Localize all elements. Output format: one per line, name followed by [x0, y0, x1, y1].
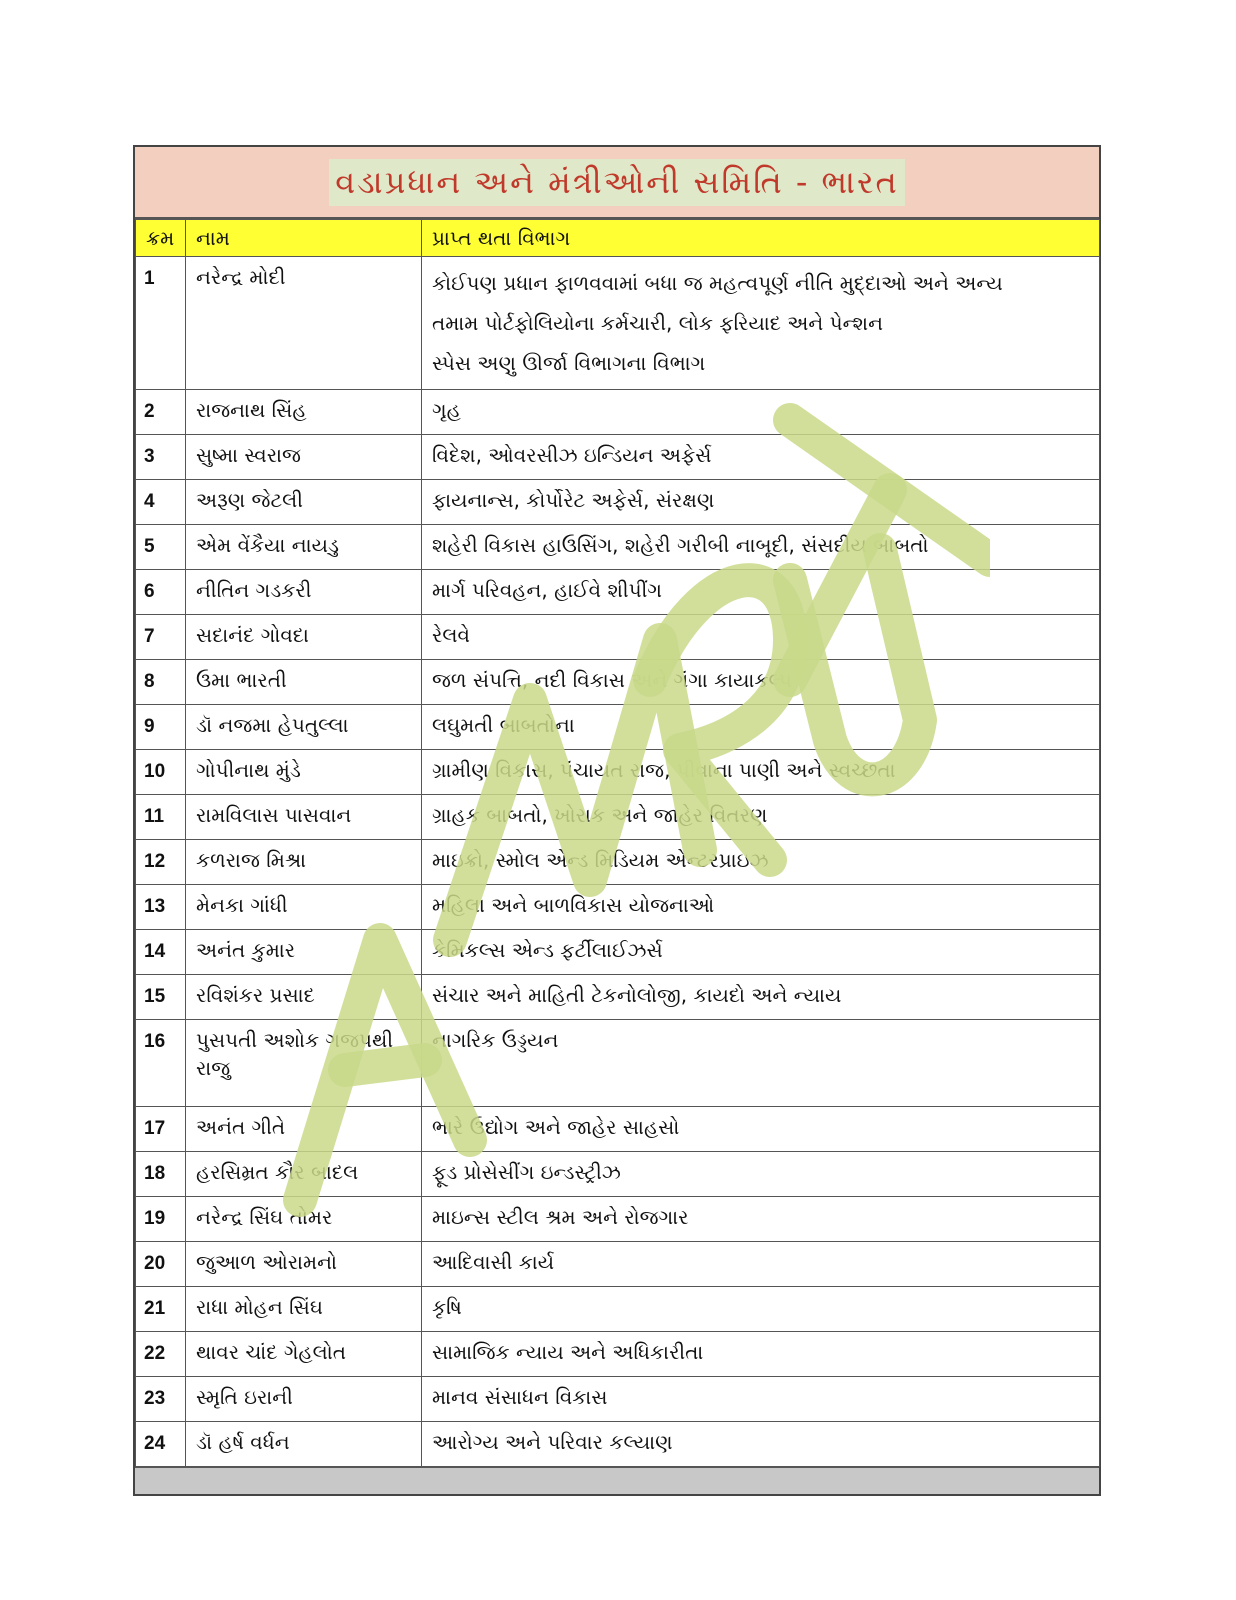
department-text: કૃષિ: [432, 1295, 462, 1319]
minister-name: ગોપીનાથ મુંડે: [186, 750, 422, 795]
minister-name: એમ વેંકૈયા નાયડુ: [186, 525, 422, 570]
department-text: ફૂડ પ્રોસેસીંગ ઇન્ડસ્ટ્રીઝ: [432, 1160, 621, 1184]
table-row: [136, 615, 1100, 660]
department-cell: [422, 570, 1100, 615]
header-name: નામ: [186, 220, 422, 257]
row-number: 19: [136, 1197, 186, 1242]
department-text: કેમિકલ્સ એન્ડ ફર્ટીલાઈઝર્સ: [432, 938, 663, 962]
minister-name: થાવર ચાંદ ગેહલોત: [186, 1332, 422, 1377]
row-number: 17: [136, 1107, 186, 1152]
table-row: [136, 1107, 1100, 1152]
row-number: 15: [136, 975, 186, 1020]
department-cell: [422, 435, 1100, 480]
row-number: 16: [136, 1020, 186, 1107]
department-cell: [422, 525, 1100, 570]
department-text: ગૃહ: [432, 398, 461, 422]
department-text: માઇક્રો, સ્મોલ એન્ડ મિડિયમ એન્ટરપ્રાઇઝ: [432, 848, 769, 872]
department-cell: [422, 1422, 1100, 1467]
department-cell: [422, 1152, 1100, 1197]
row-number: 20: [136, 1242, 186, 1287]
department-text: ભારે ઉદ્યોગ અને જાહેર સાહસો: [432, 1115, 680, 1139]
title-bar: [135, 147, 1099, 219]
department-text: માર્ગ પરિવહન, હાઈવે શીપીંગ: [432, 578, 662, 602]
department-cell: [422, 1332, 1100, 1377]
table-row: [136, 1242, 1100, 1287]
department-cell: [422, 705, 1100, 750]
department-cell: [422, 885, 1100, 930]
table-row: [136, 930, 1100, 975]
row-number: 6: [136, 570, 186, 615]
table-row: [136, 1287, 1100, 1332]
department-cell: [422, 1020, 1100, 1107]
table-row: [136, 257, 1100, 390]
header-dept: પ્રાપ્ત થતા વિભાગ: [422, 220, 1100, 257]
minister-name: રવિશંકર પ્રસાદ: [186, 975, 422, 1020]
department-cell: [422, 1287, 1100, 1332]
department-text: સંચાર અને માહિતી ટેકનોલોજી, કાયદો અને ન્યાય: [432, 983, 842, 1007]
minister-name: હરસિમ્રત કૌર બાદલ: [186, 1152, 422, 1197]
table-row: [136, 390, 1100, 435]
minister-name: અનંત કુમાર: [186, 930, 422, 975]
minister-name: નીતિન ગડકરી: [186, 570, 422, 615]
table-row: [136, 705, 1100, 750]
minister-name: નરેન્દ્ર મોદી: [186, 257, 422, 390]
row-number: 11: [136, 795, 186, 840]
row-number: 5: [136, 525, 186, 570]
table-row: [136, 660, 1100, 705]
row-number: 4: [136, 480, 186, 525]
department-text: ગ્રાહક બાબતો, ખોરાક અને જાહેર વિતરણ: [432, 803, 768, 827]
minister-name: રામવિલાસ પાસવાન: [186, 795, 422, 840]
row-number: 21: [136, 1287, 186, 1332]
table-row: [136, 975, 1100, 1020]
minister-name: રાજનાથ સિંહ: [186, 390, 422, 435]
department-text: સામાજિક ન્યાય અને અધિકારીતા: [432, 1340, 704, 1364]
department-text: વિદેશ, ઓવરસીઝ ઇન્ડિયન અફેર્સ: [432, 443, 712, 467]
row-number: 1: [136, 257, 186, 390]
minister-name: ડૉ નજમા હેપતુલ્લા: [186, 705, 422, 750]
department-cell: [422, 975, 1100, 1020]
department-text: નાગરિક ઉડ્ડયન: [432, 1028, 559, 1052]
minister-name: પુસપતી અશોક ગજપથી રાજુ: [186, 1020, 422, 1107]
page-title: વડાપ્રધાન અને મંત્રીઓની સમિતિ - ભારત: [329, 159, 905, 206]
department-cell: [422, 257, 1100, 390]
row-number: 23: [136, 1377, 186, 1422]
row-number: 2: [136, 390, 186, 435]
department-text: માનવ સંસાધન વિકાસ: [432, 1385, 608, 1409]
ministers-table: [135, 219, 1100, 1467]
row-number: 14: [136, 930, 186, 975]
minister-name: સુષ્મા સ્વરાજ: [186, 435, 422, 480]
minister-name: ડૉ હર્ષ વર્ધન: [186, 1422, 422, 1467]
row-number: 7: [136, 615, 186, 660]
department-cell: [422, 1107, 1100, 1152]
table-row: [136, 795, 1100, 840]
minister-name: મેનકા ગાંધી: [186, 885, 422, 930]
table-row: [136, 750, 1100, 795]
table-row: [136, 885, 1100, 930]
footer-bar: [135, 1467, 1099, 1494]
department-cell: [422, 390, 1100, 435]
department-cell: [422, 480, 1100, 525]
row-number: 13: [136, 885, 186, 930]
department-cell: [422, 840, 1100, 885]
department-text: મહિલા અને બાળવિકાસ યોજનાઓ: [432, 893, 715, 917]
minister-name: રાધા મોહન સિંઘ: [186, 1287, 422, 1332]
department-text: રેલવે: [432, 623, 470, 647]
department-cell: [422, 1242, 1100, 1287]
department-text: ગ્રામીણ વિકાસ, પંચાયત રાજ, પીવાના પાણી અને સ્વચ્છતા: [432, 758, 896, 782]
department-cell: [422, 1377, 1100, 1422]
department-text: માઇન્સ સ્ટીલ શ્રમ અને રોજગાર: [432, 1205, 689, 1229]
department-text: શહેરી વિકાસ હાઉસિંગ, શહેરી ગરીબી નાબૂદી, સંસદીય બાબતો: [432, 533, 929, 557]
department-cell: [422, 660, 1100, 705]
department-text: આરોગ્ય અને પરિવાર કલ્યાણ: [432, 1430, 673, 1454]
department-cell: [422, 615, 1100, 660]
minister-name: ઉમા ભારતી: [186, 660, 422, 705]
minister-name: અનંત ગીતે: [186, 1107, 422, 1152]
table-row: [136, 1020, 1100, 1107]
table-header-row: [136, 220, 1100, 257]
department-cell: [422, 1197, 1100, 1242]
minister-name: નરેન્દ્ર સિંઘ તોમર: [186, 1197, 422, 1242]
department-text: કોઈપણ પ્રધાન ફાળવવામાં બધા જ મહત્વપૂર્ણ નીતિ મુદ્દાઓ અને અન્ય: [432, 271, 1003, 295]
table-row: [136, 1332, 1100, 1377]
minister-name: સદાનંદ ગોવદા: [186, 615, 422, 660]
table-row: [136, 525, 1100, 570]
row-number: 3: [136, 435, 186, 480]
row-number: 9: [136, 705, 186, 750]
department-text: સ્પેસ અણુ ઊર્જા વિભાગના વિભાગ: [432, 351, 706, 375]
department-text: જળ સંપત્તિ, નદી વિકાસ અને ગંગા કાયાકલ્પ: [432, 668, 792, 692]
minister-table-document: [133, 145, 1101, 1496]
department-text: ફાયનાન્સ, કોર્પોરેટ અફેર્સ, સંરક્ષણ: [432, 488, 715, 512]
table-row: [136, 840, 1100, 885]
department-text: આદિવાસી કાર્ય: [432, 1250, 555, 1274]
row-number: 24: [136, 1422, 186, 1467]
table-row: [136, 435, 1100, 480]
minister-name: કળરાજ મિશ્રા: [186, 840, 422, 885]
table-row: [136, 570, 1100, 615]
table-row: [136, 1377, 1100, 1422]
department-cell: [422, 795, 1100, 840]
department-text: લઘુમતી બાબતોના: [432, 713, 575, 737]
table-row: [136, 480, 1100, 525]
row-number: 10: [136, 750, 186, 795]
header-num: ક્રમ: [136, 220, 186, 257]
department-text: તમામ પોર્ટફોલિયોના કર્મચારી, લોક ફરિયાદ અને પેન્શન: [432, 311, 883, 335]
minister-name: જુઆળ ઓરામનો: [186, 1242, 422, 1287]
minister-name: સ્મૃતિ ઇરાની: [186, 1377, 422, 1422]
table-row: [136, 1422, 1100, 1467]
row-number: 22: [136, 1332, 186, 1377]
table-row: [136, 1152, 1100, 1197]
department-cell: [422, 750, 1100, 795]
department-cell: [422, 930, 1100, 975]
row-number: 8: [136, 660, 186, 705]
row-number: 12: [136, 840, 186, 885]
row-number: 18: [136, 1152, 186, 1197]
minister-name: અરૂણ જેટલી: [186, 480, 422, 525]
table-row: [136, 1197, 1100, 1242]
